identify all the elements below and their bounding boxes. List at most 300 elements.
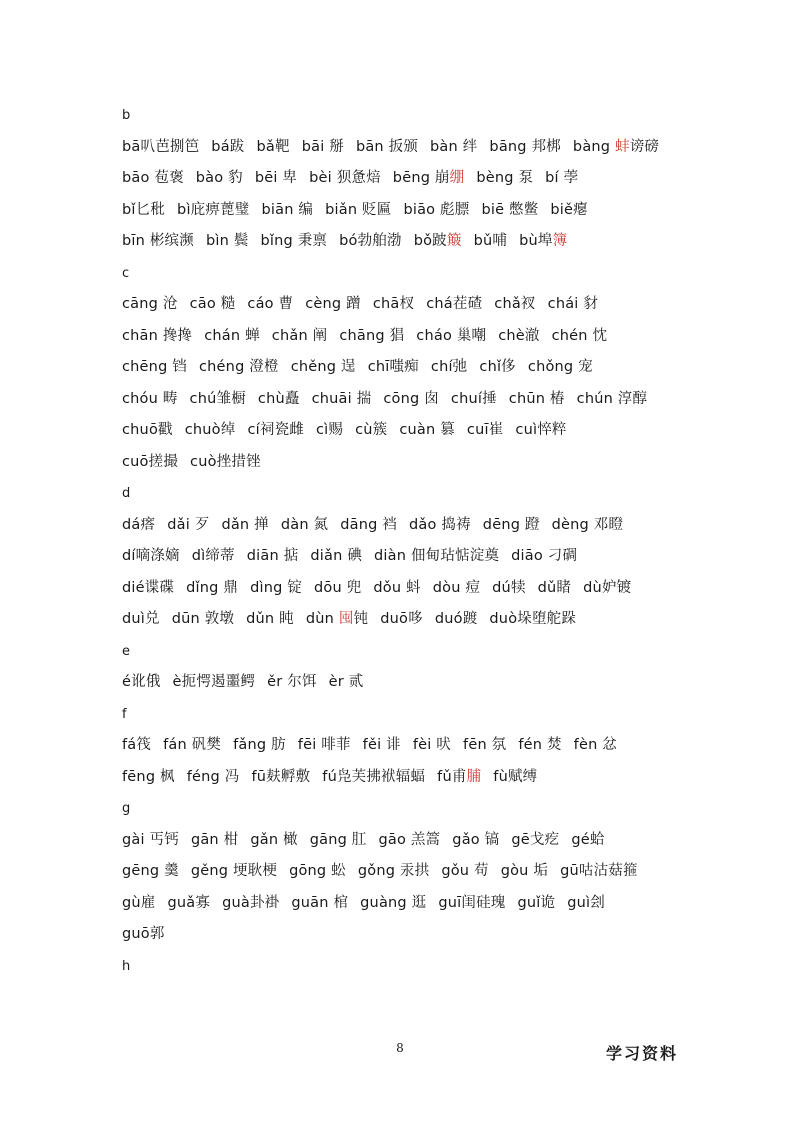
pinyin-entry	[483, 517, 540, 533]
pinyin-entry	[403, 202, 469, 218]
pinyin-row	[122, 289, 762, 321]
entry-text: bèng 泵	[476, 170, 534, 186]
pinyin-entry	[261, 202, 313, 218]
pinyin-entry	[267, 674, 317, 690]
entry-text: chuāi 揣	[311, 390, 372, 407]
entry-text: duō哆	[380, 611, 423, 627]
entry-text: cháo 巢嘲	[416, 327, 487, 344]
pinyin-entry	[438, 895, 505, 911]
entry-text: è扼愕遏噩鳄	[172, 674, 256, 690]
pinyin-entry	[355, 422, 387, 438]
entry-text: dōu 兜	[314, 579, 362, 596]
entry-text: cuò挫措锉	[190, 453, 261, 470]
entry-text: fū麸孵敷	[251, 768, 311, 785]
pinyin-entry	[489, 611, 576, 627]
pinyin-entry	[122, 233, 194, 249]
pinyin-entry	[577, 391, 648, 407]
entry-text: dàn 氮	[280, 516, 329, 533]
entry-text: chóu 畴	[122, 390, 178, 407]
entry-text: dǔn 盹	[246, 611, 294, 627]
entry-text: gōng 蚣	[289, 863, 346, 879]
entry-text: biān 编	[261, 201, 314, 218]
pinyin-entry	[168, 895, 211, 911]
entry-text: cāng 沧	[122, 296, 178, 312]
pinyin-entry	[426, 296, 482, 312]
pinyin-entry	[452, 832, 499, 848]
entry-text: chēng 铛	[122, 359, 187, 375]
pinyin-entry	[399, 422, 455, 438]
pinyin-entry	[413, 737, 451, 753]
pinyin-entry	[255, 170, 297, 186]
entry-text: guān 棺	[291, 894, 349, 911]
pinyin-entry	[122, 296, 178, 312]
pinyin-entry	[356, 139, 418, 155]
highlighted-character: 脯	[466, 768, 482, 785]
entry-text: gài 丐钙	[122, 831, 179, 848]
pinyin-entry	[233, 737, 286, 753]
section-letter: h	[122, 958, 131, 974]
pinyin-entry	[339, 233, 402, 249]
entry-text: guì刽	[567, 894, 605, 911]
pinyin-entry	[122, 769, 175, 785]
highlighted-character: 绷	[449, 170, 465, 186]
entry-text: gāng 肛	[309, 831, 367, 848]
pinyin-entry	[518, 737, 561, 753]
entry-text: èr 贰	[328, 674, 364, 690]
entry-text: fēi 啡菲	[297, 737, 351, 753]
pinyin-entry	[552, 517, 624, 533]
pinyin-entry	[167, 517, 209, 533]
entry-text: dǎi 歹	[167, 516, 210, 533]
entry-text: chǎ衩	[494, 296, 536, 312]
entry-text: duò垛堕舵跺	[489, 611, 577, 627]
pinyin-entry	[122, 674, 161, 690]
pinyin-entry	[122, 422, 173, 438]
entry-text: dú犊	[492, 579, 526, 596]
entry-text: bì庇痹蓖璧	[177, 201, 250, 218]
highlighted-character: 囤	[338, 611, 354, 627]
pinyin-entry	[322, 769, 425, 785]
section-letter: e	[122, 643, 131, 659]
pinyin-entry	[190, 454, 261, 470]
pinyin-entry	[310, 548, 362, 564]
pinyin-entry	[312, 391, 372, 407]
entry-text: dùn	[305, 611, 339, 627]
entry-text: dìng 锭	[250, 579, 303, 596]
entry-text: chūn 椿	[508, 390, 565, 407]
pinyin-entry	[291, 895, 348, 911]
pinyin-entry	[247, 422, 304, 438]
pinyin-entry	[246, 611, 294, 627]
pinyin-entry	[187, 769, 240, 785]
pinyin-entry	[509, 391, 565, 407]
entry-text: duì兑	[122, 611, 160, 627]
pinyin-entry	[493, 769, 537, 785]
entry-text: dǎo 捣祷	[409, 516, 471, 533]
entry-text: chái 豺	[547, 296, 599, 312]
pinyin-row	[122, 541, 762, 573]
pinyin-entry	[122, 832, 179, 848]
pinyin-entry	[435, 611, 478, 627]
entry-text: gù雇	[122, 894, 156, 911]
pinyin-entry	[416, 328, 486, 344]
entry-text: gǒu 苟	[441, 863, 489, 879]
pinyin-entry	[172, 611, 234, 627]
pinyin-entry	[414, 233, 462, 249]
pinyin-row	[122, 163, 762, 195]
pinyin-entry	[122, 202, 165, 218]
pinyin-entry	[409, 517, 471, 533]
pinyin-row	[122, 919, 762, 951]
pinyin-entry	[393, 170, 465, 186]
entry-text: fēn 氛	[463, 737, 507, 753]
pinyin-entry	[373, 296, 414, 312]
entry-text: dǐng 鼎	[186, 579, 239, 596]
entry-text: chén 忱	[551, 327, 608, 344]
pinyin-entry	[122, 517, 155, 533]
pinyin-entry	[122, 359, 187, 375]
entry-text: chí弛	[430, 359, 468, 375]
pinyin-entry	[515, 422, 566, 438]
pinyin-entry	[550, 202, 587, 218]
entry-text: chá茬碴	[426, 296, 483, 312]
entry-text: chuí捶	[450, 390, 497, 407]
section-letter: g	[122, 801, 131, 816]
entry-text: bó勃舶渤	[339, 233, 402, 249]
entry-text: gěng 埂耿梗	[190, 863, 278, 879]
entry-text: gē戈疙	[511, 831, 560, 848]
entry-text: bàng	[572, 138, 616, 155]
pinyin-row	[122, 132, 762, 164]
entry-text: chāng 猖	[339, 327, 405, 344]
pinyin-entry	[383, 391, 439, 407]
entry-text: dí嘀涤嫡	[122, 548, 180, 564]
pinyin-entry	[190, 296, 236, 312]
entry-text: bā叭芭捌笆	[122, 138, 200, 155]
pinyin-entry	[122, 328, 192, 344]
entry-text: cí祠瓷雌	[247, 422, 304, 438]
entry-text: chī嗤痴	[367, 359, 419, 375]
entry-text: fǎng 肪	[233, 737, 286, 753]
pinyin-entry	[247, 548, 299, 564]
pinyin-entry	[122, 863, 179, 879]
entry-text: bǔ哺	[473, 233, 508, 249]
pinyin-entry	[374, 548, 499, 564]
entry-text: bèi 狈惫焙	[309, 170, 381, 186]
pinyin-entry	[122, 391, 178, 407]
pinyin-entry	[379, 832, 441, 848]
pinyin-list	[122, 100, 762, 982]
entry-text: dēng 蹬	[482, 516, 540, 533]
entry-text: dòu 痘	[432, 579, 481, 596]
pinyin-entry	[451, 391, 497, 407]
entry-text: dǒu 蚪	[373, 579, 421, 596]
pinyin-entry	[310, 832, 367, 848]
pinyin-entry	[306, 611, 368, 627]
pinyin-entry	[250, 832, 297, 848]
entry-text: dié谍碟	[122, 579, 175, 596]
entry-text: gāo 羔篙	[378, 831, 441, 848]
pinyin-row	[122, 667, 762, 699]
pinyin-row	[122, 730, 762, 762]
pinyin-entry	[325, 202, 391, 218]
pinyin-row	[122, 226, 762, 258]
pinyin-entry	[340, 517, 397, 533]
pinyin-entry	[492, 580, 526, 596]
section-letter: b	[122, 108, 131, 123]
pinyin-row	[122, 321, 762, 353]
pinyin-row	[122, 510, 762, 542]
entry-text: diàn 佃甸玷惦淀奠	[374, 548, 500, 564]
pinyin-entry	[260, 233, 327, 249]
pinyin-entry	[316, 422, 343, 438]
pinyin-row	[122, 447, 762, 479]
pinyin-entry	[481, 202, 538, 218]
pinyin-entry	[204, 328, 260, 344]
pinyin-entry	[560, 863, 638, 879]
pinyin-entry	[441, 863, 488, 879]
entry-text: chān 搀搀	[122, 327, 193, 344]
entry-text: guà卦褂	[222, 894, 280, 911]
pinyin-entry	[163, 737, 221, 753]
entry-text: cāo 糙	[189, 296, 236, 312]
entry-text: cù簇	[355, 422, 388, 438]
entry-text: chuō戳	[122, 422, 173, 438]
entry-text: chú雏橱	[189, 390, 246, 407]
pinyin-entry	[206, 233, 249, 249]
entry-text: cáo 曹	[247, 296, 294, 312]
entry-text: bān 扳颁	[355, 138, 419, 155]
pinyin-entry	[517, 895, 555, 911]
pinyin-row	[122, 856, 762, 888]
entry-text: fēng 枫	[122, 768, 175, 785]
entry-text: bāng 邦梆	[489, 138, 561, 155]
entry-text: biě瘪	[550, 201, 588, 218]
pinyin-entry	[489, 139, 561, 155]
section-letter: c	[122, 265, 130, 281]
pinyin-entry	[511, 548, 577, 564]
entry-text: gān 柑	[190, 831, 239, 848]
entry-text: cèng 蹭	[305, 296, 361, 312]
pinyin-entry	[463, 737, 506, 753]
pinyin-entry	[358, 863, 429, 879]
entry-text: dá瘩	[122, 516, 156, 533]
pinyin-entry	[191, 863, 277, 879]
pinyin-entry	[339, 328, 404, 344]
entry-text: bǎ靶	[256, 138, 290, 155]
pinyin-entry	[583, 580, 631, 596]
pinyin-entry	[519, 233, 567, 249]
pinyin-entry	[192, 548, 235, 564]
entry-text: chún 淳醇	[576, 390, 648, 407]
entry-text: chè澈	[498, 327, 540, 344]
pinyin-entry	[380, 611, 423, 627]
entry-text: fǔ甫	[437, 768, 467, 785]
pinyin-entry	[247, 296, 293, 312]
pinyin-entry	[186, 580, 238, 596]
pinyin-entry	[538, 580, 572, 596]
pinyin-entry	[177, 202, 249, 218]
pinyin-entry	[291, 359, 356, 375]
entry-text: biē 憋鳖	[481, 201, 539, 218]
pinyin-entry	[196, 170, 243, 186]
entry-text: guō郭	[122, 926, 165, 942]
entry-text: cì赐	[315, 422, 344, 438]
entry-text: ěr 尔饵	[267, 674, 317, 690]
entry-text: biāo 彪膘	[403, 201, 470, 218]
pinyin-entry	[257, 139, 290, 155]
entry-text: dèng 邓瞪	[551, 516, 624, 533]
entry-text: bǒ跛	[413, 233, 447, 249]
entry-text: dǎn 掸	[221, 516, 269, 533]
pinyin-entry	[368, 359, 419, 375]
pinyin-entry	[437, 769, 481, 785]
entry-text: guī闺硅瑰	[438, 894, 506, 911]
pinyin-entry	[122, 895, 156, 911]
entry-text: fèi 吠	[412, 737, 452, 753]
pinyin-entry	[185, 422, 236, 438]
pinyin-entry	[573, 139, 659, 155]
pinyin-entry	[373, 580, 420, 596]
entry-text: gòu 垢	[500, 863, 549, 879]
entry-text: fá筏	[122, 737, 152, 753]
entry-text: guàng 逛	[360, 894, 427, 911]
pinyin-entry	[571, 832, 604, 848]
entry-text: bāo 苞褒	[122, 170, 184, 186]
pinyin-entry	[552, 328, 608, 344]
pinyin-row	[122, 415, 762, 447]
pinyin-entry	[567, 895, 605, 911]
entry-text: chǎn 阐	[271, 327, 328, 344]
pinyin-row	[122, 573, 762, 605]
entry-text: 谤磅	[629, 138, 660, 155]
entry-text: fén 焚	[518, 737, 562, 753]
footer-label: 学习资料	[605, 1044, 678, 1063]
pinyin-entry	[122, 548, 180, 564]
entry-text: guǎ寡	[167, 894, 211, 911]
pinyin-entry	[511, 832, 559, 848]
entry-text: chěng 逞	[290, 359, 356, 375]
pinyin-entry	[298, 737, 351, 753]
pinyin-entry	[173, 674, 256, 690]
pinyin-row	[122, 888, 762, 920]
entry-text: gǎo 镐	[452, 831, 500, 848]
pinyin-entry	[574, 737, 617, 753]
pinyin-entry	[258, 391, 300, 407]
pinyin-entry	[250, 580, 302, 596]
pinyin-entry	[363, 737, 401, 753]
pinyin-entry	[501, 863, 548, 879]
entry-text: gǎn 橄	[250, 831, 298, 848]
entry-text: gū咕沽菇箍	[560, 863, 638, 879]
pinyin-entry	[272, 328, 328, 344]
entry-text: chuò绰	[184, 422, 236, 438]
pinyin-entry	[281, 517, 328, 533]
section-letter: f	[122, 706, 127, 722]
entry-text: chù矗	[257, 390, 300, 407]
entry-text: guǐ诡	[517, 894, 556, 911]
highlighted-character: 簿	[552, 233, 568, 249]
entry-text: biǎn 贬匾	[325, 201, 392, 218]
entry-text: gé蛤	[571, 831, 605, 848]
page-number: 8	[396, 1041, 404, 1055]
pinyin-entry	[498, 328, 539, 344]
entry-text: gēng 羹	[122, 863, 179, 879]
entry-text: chǒng 宠	[527, 359, 593, 375]
pinyin-entry	[122, 580, 174, 596]
pinyin-entry	[222, 895, 279, 911]
entry-text: cuī崔	[466, 422, 504, 438]
entry-text: bǐng 秉禀	[260, 233, 328, 249]
pinyin-entry	[360, 895, 426, 911]
entry-text: fú凫芙拂袱辐蝠	[322, 768, 426, 785]
entry-text: 钝	[353, 611, 369, 627]
entry-text: diǎn 碘	[310, 548, 363, 564]
entry-text: chéng 澄橙	[199, 359, 279, 375]
pinyin-entry	[211, 139, 244, 155]
pinyin-entry	[476, 170, 533, 186]
pinyin-row	[122, 825, 762, 857]
entry-text: chán 蝉	[204, 327, 260, 344]
entry-text: duó踱	[434, 611, 478, 627]
pinyin-entry	[309, 170, 381, 186]
pinyin-entry	[302, 139, 344, 155]
entry-text: gǒng 汞拱	[357, 863, 430, 879]
entry-text: bēi 卑	[254, 170, 298, 186]
entry-text: dù妒镀	[583, 579, 632, 596]
entry-text: bàn 绊	[430, 138, 478, 155]
pinyin-entry	[431, 359, 468, 375]
pinyin-entry	[329, 674, 364, 690]
pinyin-entry	[199, 359, 279, 375]
pinyin-entry	[122, 139, 199, 155]
entry-text: dāng 裆	[340, 516, 398, 533]
entry-text: diāo 刁碉	[511, 548, 578, 564]
entry-text: bí 荸	[545, 170, 579, 186]
entry-text: fěi 诽	[362, 737, 401, 753]
pinyin-entry	[314, 580, 361, 596]
entry-text: dì缔蒂	[191, 548, 235, 564]
pinyin-entry	[122, 737, 151, 753]
entry-text: dǔ睹	[537, 579, 572, 596]
entry-text: fù赋缚	[493, 768, 538, 785]
pinyin-entry	[191, 832, 238, 848]
entry-text: bào 豹	[195, 170, 243, 186]
entry-text: cuō搓撮	[122, 453, 179, 470]
entry-text: é讹俄	[122, 674, 161, 690]
pinyin-entry	[190, 391, 246, 407]
pinyin-row	[122, 384, 762, 416]
section-letter: d	[122, 486, 131, 501]
entry-text: bǐ匕秕	[122, 201, 166, 218]
entry-text: bēng 崩	[392, 170, 450, 186]
entry-text: bīn 彬缤濒	[122, 233, 194, 249]
entry-text: cuì悴粹	[515, 422, 567, 438]
pinyin-entry	[305, 296, 361, 312]
entry-text: fèn 忿	[573, 737, 617, 753]
pinyin-entry	[430, 139, 477, 155]
pinyin-entry	[467, 422, 504, 438]
pinyin-entry	[494, 296, 535, 312]
entry-text: chǐ侈	[479, 359, 516, 375]
pinyin-entry	[528, 359, 593, 375]
entry-text: bù埠	[519, 233, 553, 249]
pinyin-row	[122, 762, 762, 794]
pinyin-entry	[122, 170, 184, 186]
pinyin-row	[122, 195, 762, 227]
pinyin-entry	[433, 580, 480, 596]
pinyin-entry	[251, 769, 310, 785]
